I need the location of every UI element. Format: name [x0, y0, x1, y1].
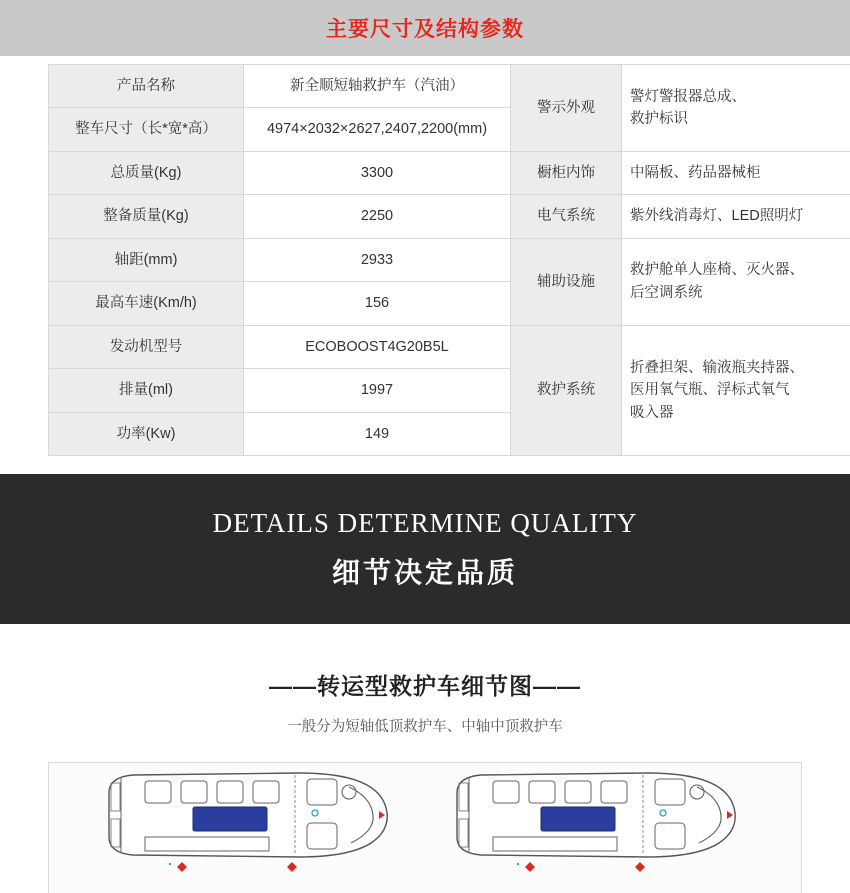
seat [217, 781, 243, 803]
spec-right-value [622, 151, 850, 194]
spec-right-value [622, 238, 850, 325]
cabinet [493, 837, 617, 851]
passenger-seat [307, 823, 337, 849]
seat [529, 781, 555, 803]
marker-dot [517, 863, 519, 865]
table-row [49, 195, 850, 238]
spec-right-value [622, 195, 850, 238]
seat [253, 781, 279, 803]
spec-table-wrapper [0, 56, 850, 456]
spec-right-value [622, 325, 850, 455]
stretcher [193, 807, 267, 831]
seat [181, 781, 207, 803]
spec-right-line: 吸入器 [630, 402, 850, 424]
spec-right-label: 橱柜内饰 [511, 151, 622, 194]
spec-right-value [622, 65, 850, 152]
spec-right-line: 救护舱单人座椅、灭火器、 [630, 259, 850, 281]
spec-label: 排量(ml) [49, 369, 244, 412]
passenger-seat [655, 823, 685, 849]
spec-value: 2250 [244, 195, 511, 238]
spec-value: 2933 [244, 238, 511, 281]
spec-label: 总质量(Kg) [49, 151, 244, 194]
spec-right-line: 紫外线消毒灯、LED照明灯 [630, 205, 850, 227]
stretcher [541, 807, 615, 831]
detail-heading: ——转运型救护车细节图—— [0, 668, 850, 701]
spec-value: 4974×2032×2627,2407,2200(mm) [244, 108, 511, 151]
spec-title-bar [0, 0, 850, 56]
spec-label: 发动机型号 [49, 325, 244, 368]
detail-heading-section [0, 624, 850, 736]
seat [493, 781, 519, 803]
ambulance-layout-diagram [48, 762, 802, 893]
quality-banner [0, 474, 850, 624]
table-row [49, 325, 850, 368]
spec-table [48, 64, 850, 456]
spec-right-line: 医用氧气瓶、浮标式氧气 [630, 379, 850, 401]
spec-value: 新全顺短轴救护车（汽油） [244, 65, 511, 108]
cabinet [145, 837, 269, 851]
spec-right-label: 辅助设施 [511, 238, 622, 325]
detail-subheading: 一般分为短轴低顶救护车、中轴中顶救护车 [0, 715, 850, 736]
spec-right-line: 警灯警报器总成、 [630, 86, 850, 108]
seat [145, 781, 171, 803]
spec-right-label: 电气系统 [511, 195, 622, 238]
driver-seat [655, 779, 685, 805]
spec-right-line: 中隔板、药品器械柜 [630, 162, 850, 184]
spec-title: 主要尺寸及结构参数 [326, 13, 524, 43]
banner-english-text: DETAILS DETERMINE QUALITY [213, 508, 638, 539]
spec-label: 整车尺寸（长*宽*高） [49, 108, 244, 151]
spec-right-label: 救护系统 [511, 325, 622, 455]
spec-right-line: 救护标识 [630, 108, 850, 130]
spec-label: 功率(Kw) [49, 412, 244, 455]
table-row [49, 151, 850, 194]
spec-value: ECOBOOST4G20B5L [244, 325, 511, 368]
spec-label: 产品名称 [49, 65, 244, 108]
spec-right-line: 后空调系统 [630, 282, 850, 304]
spec-value: 149 [244, 412, 511, 455]
table-row [49, 238, 850, 281]
marker-dot [169, 863, 171, 865]
spec-right-line: 折叠担架、输液瓶夹持器、 [630, 357, 850, 379]
spec-label: 最高车速(Km/h) [49, 282, 244, 325]
ambulance-floorplan-svg [49, 763, 802, 893]
spec-label: 整备质量(Kg) [49, 195, 244, 238]
spec-value: 1997 [244, 369, 511, 412]
spec-right-label: 警示外观 [511, 65, 622, 152]
seat [565, 781, 591, 803]
banner-chinese-text: 细节决定品质 [332, 551, 518, 591]
spec-value: 156 [244, 282, 511, 325]
driver-seat [307, 779, 337, 805]
seat [601, 781, 627, 803]
spec-value: 3300 [244, 151, 511, 194]
spec-label: 轴距(mm) [49, 238, 244, 281]
table-row [49, 65, 850, 108]
